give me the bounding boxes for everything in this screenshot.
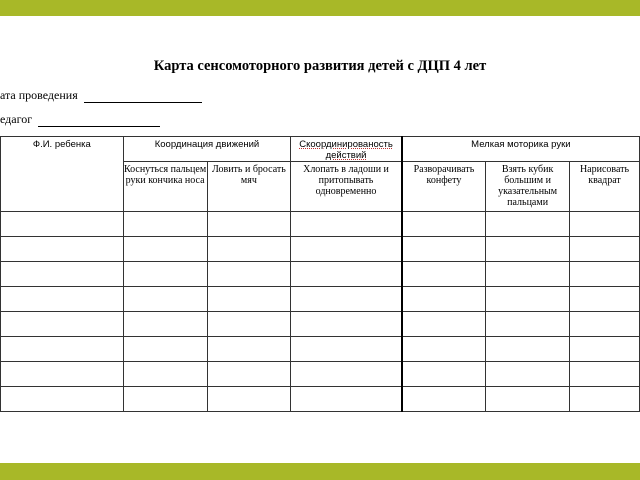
subheader-touch-nose: Коснуться пальцем руки кончика носа	[123, 162, 207, 212]
table-cell[interactable]	[402, 262, 486, 287]
table-cell[interactable]	[570, 312, 640, 337]
table-cell[interactable]	[207, 362, 291, 387]
table-cell[interactable]	[486, 387, 570, 412]
table-cell[interactable]	[291, 312, 402, 337]
table-cell[interactable]	[291, 212, 402, 237]
table-cell[interactable]	[402, 362, 486, 387]
table-cell[interactable]	[207, 312, 291, 337]
table-cell[interactable]	[1, 212, 124, 237]
table-cell[interactable]	[570, 237, 640, 262]
table-cell[interactable]	[123, 387, 207, 412]
table-cell[interactable]	[123, 237, 207, 262]
table-cell[interactable]	[1, 362, 124, 387]
date-label: ата проведения	[0, 88, 78, 102]
table-cell[interactable]	[207, 287, 291, 312]
table-cell[interactable]	[1, 287, 124, 312]
table-cell[interactable]	[123, 262, 207, 287]
teacher-label: едагог	[0, 112, 33, 126]
table-cell[interactable]	[291, 237, 402, 262]
table-row	[1, 287, 640, 312]
table-cell[interactable]	[486, 262, 570, 287]
table-cell[interactable]	[402, 387, 486, 412]
table-cell[interactable]	[207, 237, 291, 262]
table-cell[interactable]	[1, 237, 124, 262]
table-cell[interactable]	[123, 362, 207, 387]
table-cell[interactable]	[1, 387, 124, 412]
table-cell[interactable]	[486, 287, 570, 312]
table-row	[1, 237, 640, 262]
bottom-accent-bar	[0, 463, 640, 480]
table-cell[interactable]	[207, 212, 291, 237]
header-coordinated-actions	[291, 137, 402, 162]
table-cell[interactable]	[1, 262, 124, 287]
table-cell[interactable]	[291, 387, 402, 412]
table-cell[interactable]	[570, 287, 640, 312]
date-field	[0, 88, 202, 103]
table-cell[interactable]	[402, 237, 486, 262]
table-cell[interactable]	[570, 212, 640, 237]
table-cell[interactable]	[402, 337, 486, 362]
table-cell[interactable]	[291, 287, 402, 312]
table-cell[interactable]	[402, 287, 486, 312]
page-title: Карта сенсомоторного развития детей с ДЦП 4 лет	[153, 58, 487, 74]
table-cell[interactable]	[570, 262, 640, 287]
table-row	[1, 312, 640, 337]
table-cell[interactable]	[123, 212, 207, 237]
table-cell[interactable]	[486, 237, 570, 262]
table-cell[interactable]	[402, 212, 486, 237]
subheader-catch-ball: Ловить и бросать мяч	[207, 162, 291, 212]
table-cell[interactable]	[123, 312, 207, 337]
top-accent-bar	[0, 0, 640, 16]
table-row	[1, 262, 640, 287]
table-cell[interactable]	[207, 387, 291, 412]
table-header-row	[1, 137, 640, 162]
subheader-clap-stomp: Хлопать в ладоши и притопывать одновременно	[291, 162, 402, 212]
table-cell[interactable]	[570, 387, 640, 412]
date-input-line[interactable]	[84, 90, 202, 103]
table-cell[interactable]	[291, 337, 402, 362]
table-cell[interactable]	[486, 362, 570, 387]
header-fine-motor: Мелкая моторика руки	[402, 137, 640, 162]
table-cell[interactable]	[486, 337, 570, 362]
table-row	[1, 337, 640, 362]
header-coordination: Координация движений	[123, 137, 291, 162]
table-cell[interactable]	[123, 287, 207, 312]
table-row	[1, 387, 640, 412]
table-cell[interactable]	[291, 262, 402, 287]
table-cell[interactable]	[123, 337, 207, 362]
table-cell[interactable]	[486, 312, 570, 337]
table-row	[1, 362, 640, 387]
header-coordinated-actions-text: Скоординированость действий	[299, 139, 393, 161]
header-child-name: Ф.И. ребенка	[1, 137, 124, 212]
subheader-take-cube: Взять кубик большим и указательным пальцами	[486, 162, 570, 212]
table-cell[interactable]	[291, 362, 402, 387]
table-cell[interactable]	[570, 362, 640, 387]
subheader-draw-square: Нарисовать квадрат	[570, 162, 640, 212]
table-cell[interactable]	[1, 337, 124, 362]
table-cell[interactable]	[1, 312, 124, 337]
table-cell[interactable]	[402, 312, 486, 337]
assessment-table	[0, 136, 640, 412]
teacher-field	[0, 112, 160, 127]
table-row	[1, 212, 640, 237]
table-cell[interactable]	[207, 337, 291, 362]
table-cell[interactable]	[486, 212, 570, 237]
table-cell[interactable]	[570, 337, 640, 362]
table-cell[interactable]	[207, 262, 291, 287]
teacher-input-line[interactable]	[38, 114, 160, 127]
subheader-unwrap-candy: Разворачивать конфету	[402, 162, 486, 212]
